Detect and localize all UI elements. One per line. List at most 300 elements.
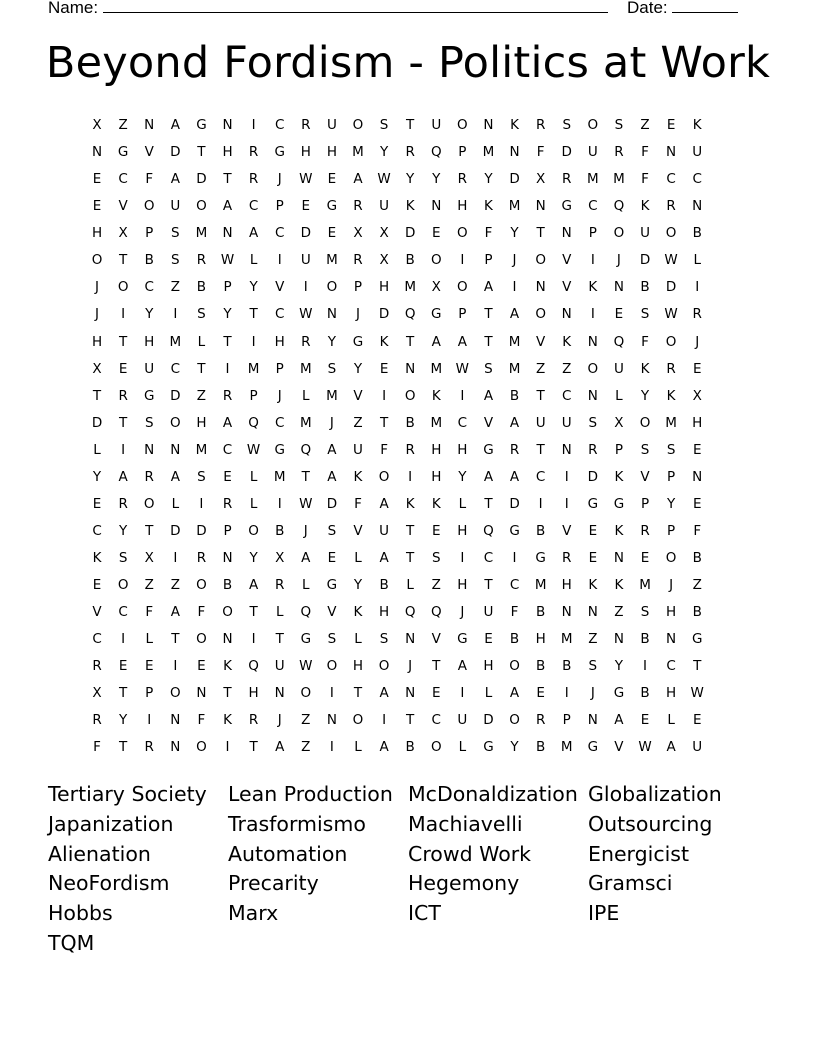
grid-letter: N [483,117,494,133]
grid-letter: U [326,117,337,133]
grid-letter: Y [119,522,128,539]
grid-letter: N [170,739,181,756]
grid-letter: L [249,468,258,485]
grid-letter: S [379,117,389,133]
grid-letter: N [91,144,103,161]
grid-letter: X [275,550,285,566]
grid-letter: I [460,252,465,269]
grid-letter: C [535,468,546,485]
grid-letter: M [613,171,625,188]
grid-letter: I [643,658,647,675]
grid-letter: A [327,441,337,458]
grid-letter: J [95,306,100,323]
grid-letter: D [509,495,520,512]
grid-letter: O [117,279,129,296]
grid-letter: U [692,739,703,756]
grid-letter: D [170,387,181,404]
grid-letter: P [145,685,154,702]
grid-letter: N [587,387,598,404]
grid-letter: J [695,333,700,350]
grid-letter: F [145,604,154,621]
grid-letter: N [196,685,207,702]
grid-letter: S [484,360,493,377]
grid-letter: V [144,144,154,161]
grid-letter: P [562,712,571,729]
grid-letter: O [378,468,390,485]
grid-letter: B [692,550,702,566]
grid-letter: S [640,604,650,621]
grid-letter: R [92,712,102,729]
grid-letter: R [405,144,415,161]
grid-letter: S [640,306,650,323]
grid-letter: A [483,468,494,485]
grid-letter: L [458,739,467,756]
grid-letter: M [195,225,208,242]
grid-letter: A [379,495,389,512]
grid-letter: X [144,550,154,566]
grid-letter: T [484,333,493,350]
grid-letter: L [354,550,362,566]
grid-letter: M [326,387,338,404]
grid-letter: Z [536,360,546,377]
grid-letter: C [274,414,285,431]
grid-letter: X [92,685,102,702]
grid-letter: R [640,522,650,539]
grid-letter: O [430,739,442,756]
grid-letter: I [512,279,517,296]
grid-letter: V [327,604,337,621]
grid-letter: I [590,252,595,269]
grid-letter: N [274,685,285,702]
grid-letter: P [353,279,363,296]
grid-letter: J [95,279,100,296]
grid-letter: Y [119,712,128,729]
grid-letter: N [535,198,546,215]
grid-letter: O [170,685,181,702]
word-list-item: Hegemony [408,871,520,896]
grid-letter: Q [483,522,494,539]
grid-letter: H [535,631,546,648]
grid-letter: V [640,468,650,485]
grid-letter: S [197,306,206,323]
grid-letter: K [640,198,650,215]
grid-letter: G [326,198,338,215]
grid-letter: B [536,604,546,621]
grid-letter: H [196,414,207,431]
grid-letter: S [118,550,128,566]
grid-letter: C [222,441,233,458]
grid-letter: A [483,279,494,296]
grid-letter: O [587,117,599,133]
grid-letter: N [144,117,155,133]
grid-letter: Q [430,144,442,161]
grid-letter: N [405,685,416,702]
grid-letter: G [196,117,207,133]
grid-letter: N [587,712,598,729]
word-list-item: Alienation [48,841,151,866]
grid-letter: I [564,468,569,485]
grid-letter: U [353,441,363,458]
grid-letter: Z [170,577,180,594]
grid-letter: Z [301,739,311,756]
grid-letter: O [587,360,599,377]
grid-letter: Q [430,604,442,621]
grid-letter: R [222,387,233,404]
grid-letter: T [484,495,493,512]
grid-letter: J [355,306,360,323]
grid-letter: S [327,631,337,648]
grid-letter: O [613,225,625,242]
grid-letter: V [118,198,128,215]
date-field[interactable] [627,0,738,18]
grid-letter: R [457,171,468,188]
page-title: Beyond Fordism - Politics at Work [45,38,771,88]
grid-letter: X [379,225,389,242]
grid-letter: O [222,604,233,621]
grid-letter: W [664,252,678,269]
grid-letter: T [693,658,702,675]
grid-letter: Z [196,387,207,404]
grid-letter: P [223,279,232,296]
grid-letter: D [404,225,416,242]
grid-letter: I [277,252,282,269]
grid-letter: S [588,414,598,431]
grid-letter: I [408,468,413,485]
grid-letter: C [248,198,259,215]
grid-letter: M [560,631,573,648]
grid-letter: V [353,387,363,404]
grid-letter: U [379,522,390,539]
grid-letter: E [484,631,493,648]
grid-letter: D [483,712,494,729]
grid-letter: T [353,685,363,702]
grid-letter: G [509,522,520,539]
grid-letter: E [118,360,128,377]
grid-letter: Y [432,171,441,188]
grid-letter: U [692,144,703,161]
grid-letter: A [301,550,311,566]
grid-letter: I [251,631,256,648]
grid-letter: U [379,198,390,215]
grid-letter: I [147,712,152,729]
grid-letter: T [432,658,441,675]
grid-letter: B [379,577,389,594]
grid-letter: A [275,739,285,756]
grid-letter: I [564,495,569,512]
grid-letter: Z [353,414,363,431]
grid-letter: E [327,550,337,566]
grid-letter: H [248,685,259,702]
grid-letter: Y [379,144,389,161]
grid-letter: M [508,333,521,350]
grid-letter: F [536,144,545,161]
grid-letter: T [119,414,128,431]
grid-letter: M [665,414,677,431]
grid-letter: Y [92,468,102,485]
grid-letter: L [171,495,180,512]
grid-letter: S [197,468,206,485]
grid-letter: F [641,144,649,161]
grid-letter: I [329,739,334,756]
grid-letter: K [223,658,232,675]
grid-letter: T [249,739,258,756]
word-list-item: Energicist [588,841,690,866]
grid-letter: L [406,577,414,594]
grid-letter: H [457,522,468,539]
grid-letter: N [561,225,572,242]
grid-letter: I [121,441,126,458]
grid-letter: M [639,577,651,594]
grid-letter: H [379,604,390,621]
grid-letter: E [640,712,650,729]
grid-letter: G [274,441,285,458]
grid-letter: K [588,279,598,296]
grid-letter: S [640,441,650,458]
grid-letter: L [93,441,101,458]
grid-letter: G [561,198,572,215]
grid-letter: S [666,441,676,458]
grid-letter: O [143,198,155,215]
grid-letter: E [432,522,441,539]
grid-letter: J [277,387,282,404]
grid-letter: W [299,171,313,188]
word-list-item: Trasformismo [228,811,366,836]
grid-letter: T [249,306,258,323]
grid-letter: E [666,117,676,133]
grid-letter: O [665,333,677,350]
grid-letter: C [431,712,441,729]
grid-letter: U [640,225,650,242]
grid-letter: R [405,441,415,458]
grid-letter: E [327,225,337,242]
grid-letter: W [220,252,235,269]
word-list-item: Globalization [588,782,722,806]
grid-letter: M [352,144,364,161]
grid-letter: R [562,171,572,188]
grid-letter: Z [692,577,702,594]
grid-letter: A [327,468,337,485]
grid-letter: E [588,550,598,566]
grid-letter: U [483,604,494,621]
grid-letter: Y [458,468,467,485]
grid-letter: O [665,225,677,242]
grid-letter: I [251,117,256,133]
grid-letter: Z [170,279,180,296]
grid-letter: Y [327,333,337,350]
grid-letter: K [431,387,441,404]
grid-letter: H [666,604,677,621]
grid-letter: T [536,225,545,242]
grid-letter: N [692,198,703,215]
grid-letter: O [300,685,312,702]
grid-letter: I [329,685,334,702]
grid-letter: O [457,117,468,133]
grid-letter: M [195,441,208,458]
grid-letter: D [639,252,651,269]
grid-letter: K [614,577,624,594]
grid-letter: X [92,360,102,377]
grid-letter: U [561,414,572,431]
grid-letter: A [509,468,520,485]
grid-letter: Q [613,333,625,350]
grid-letter: N [561,604,572,621]
grid-letter: H [457,441,468,458]
date-label: Date: [627,0,668,17]
grid-letter: O [170,414,181,431]
grid-letter: R [588,441,598,458]
grid-letter: R [248,712,259,729]
grid-letter: A [248,225,259,242]
grid-letter: N [666,631,677,648]
grid-letter: Y [353,360,363,377]
grid-letter: T [536,387,545,404]
grid-letter: M [247,360,260,377]
grid-letter: V [536,333,546,350]
grid-letter: P [458,144,467,161]
grid-letter: Y [223,306,232,323]
grid-letter: G [483,739,494,756]
grid-letter: N [666,144,677,161]
grid-letter: F [484,225,493,242]
grid-letter: K [92,550,102,566]
grid-letter: Z [588,631,598,648]
grid-letter: S [327,360,337,377]
grid-letter: C [562,387,572,404]
grid-letter: N [561,306,572,323]
grid-letter: K [588,577,598,594]
grid-letter: Z [431,577,441,594]
grid-letter: L [693,252,701,269]
grid-letter: M [273,468,286,485]
grid-letter: Y [406,171,415,188]
grid-letter: A [248,577,259,594]
grid-letter: L [275,604,284,621]
grid-letter: N [405,631,416,648]
grid-letter: Y [666,495,676,512]
grid-letter: N [222,225,233,242]
date-blank-line [672,0,738,13]
grid-letter: G [274,144,285,161]
grid-letter: N [222,550,233,566]
grid-letter: Q [248,658,259,675]
grid-letter: T [171,631,180,648]
grid-letter: H [300,144,311,161]
grid-letter: N [613,279,624,296]
grid-letter: S [327,522,337,539]
grid-letter: S [379,631,389,648]
grid-letter: A [457,333,467,350]
grid-letter: Y [510,225,519,242]
grid-letter: H [431,468,442,485]
grid-letter: O [457,225,468,242]
grid-letter: E [640,550,650,566]
word-list-item: Precarity [228,871,319,896]
grid-letter: E [144,658,154,675]
grid-letter: N [535,279,546,296]
grid-letter: A [379,550,389,566]
grid-letter: E [92,198,102,215]
grid-letter: D [170,522,181,539]
grid-letter: W [299,658,313,675]
grid-letter: T [119,739,128,756]
grid-letter: B [405,739,415,756]
grid-letter: D [326,495,338,512]
grid-letter: F [380,441,388,458]
grid-letter: O [509,712,520,729]
word-list-item: Outsourcing [588,811,713,836]
grid-letter: G [613,685,625,702]
grid-letter: B [536,522,546,539]
grid-letter: Z [118,117,128,133]
grid-letter: F [93,739,101,756]
grid-letter: N [144,441,155,458]
grid-letter: W [664,306,678,323]
grid-letter: J [303,522,308,539]
grid-letter: G [535,550,546,566]
word-list-item: Tertiary Society [48,782,207,806]
name-field[interactable] [48,0,608,18]
grid-letter: I [695,279,700,296]
grid-letter: F [354,495,362,512]
grid-letter: D [91,414,103,431]
grid-letter: B [196,279,207,296]
grid-letter: I [590,306,595,323]
grid-letter: K [510,117,519,133]
grid-letter: H [666,685,677,702]
word-list-item: Lean Production [228,782,393,806]
grid-letter: H [431,441,442,458]
grid-letter: T [406,550,415,566]
grid-letter: C [274,306,285,323]
grid-letter: I [382,712,387,729]
grid-letter: O [196,198,207,215]
grid-letter: Y [145,306,154,323]
grid-letter: M [587,171,599,188]
word-list-item: Japanization [48,811,174,836]
grid-letter: R [196,252,207,269]
grid-letter: I [277,495,282,512]
grid-letter: E [118,658,128,675]
grid-letter: L [484,685,493,702]
grid-letter: V [353,522,363,539]
grid-letter: N [222,631,233,648]
grid-letter: N [613,550,624,566]
grid-letter: U [170,198,181,215]
grid-letter: P [667,468,676,485]
grid-letter: A [457,658,467,675]
grid-letter: S [171,225,180,242]
grid-letter: T [223,685,232,702]
grid-letter: T [119,685,128,702]
grid-letter: T [119,333,128,350]
grid-letter: V [614,739,624,756]
grid-letter: E [379,360,389,377]
grid-letter: Y [249,279,258,296]
grid-letter: N [431,198,442,215]
grid-letter: E [588,522,598,539]
grid-letter: O [352,117,364,133]
grid-letter: R [92,658,102,675]
word-list-item: NeoFordism [48,871,170,896]
grid-letter: B [405,414,415,431]
grid-letter: G [431,306,442,323]
grid-letter: I [512,550,517,566]
grid-letter: M [560,739,573,756]
grid-letter: B [509,387,520,404]
grid-letter: M [299,414,312,431]
grid-letter: T [275,631,284,648]
grid-letter: E [301,198,311,215]
